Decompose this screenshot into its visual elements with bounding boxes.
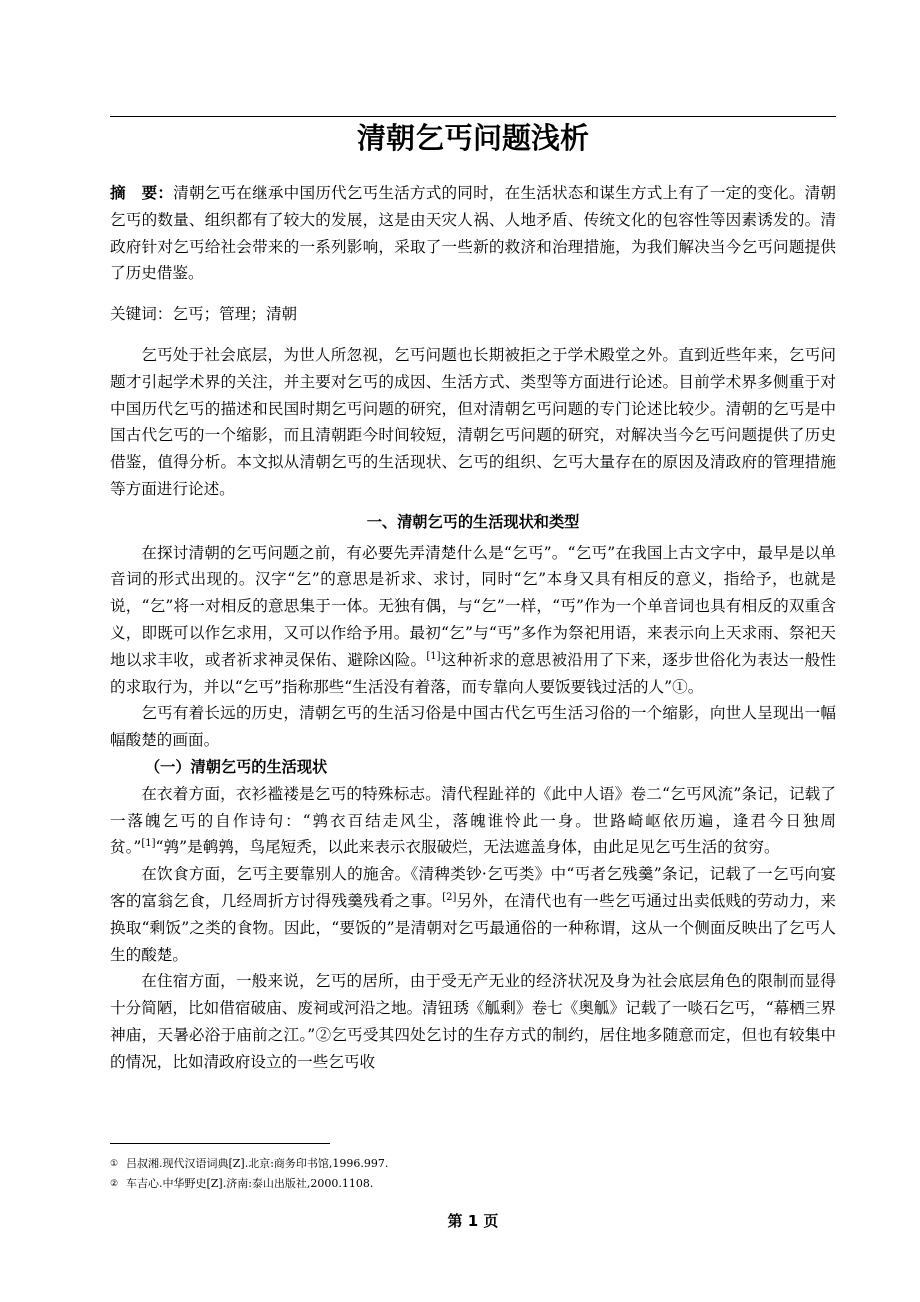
footnotes [110, 1154, 836, 1194]
document-body [110, 180, 836, 1076]
page-title: 清朝乞丐问题浅析 [356, 121, 589, 155]
footnote-marker[interactable]: ① [672, 677, 688, 696]
footnote-item [110, 1174, 836, 1194]
header-rule [110, 116, 836, 117]
footnote-item [110, 1154, 836, 1174]
text-run: 。 [687, 677, 704, 696]
text-run: 另外，在清代也有一些乞丐通过出卖低贱的劳动力，来换取“剩饭”之类的食物。因此，“要饭的”是清朝对乞丐最通俗的一种称谓，这从一个侧面反映出了乞丐人生的酸楚。 [110, 891, 836, 964]
footnote-mark: ② [110, 1179, 119, 1189]
text-run: 乞丐受其四处乞讨的生存方式的制约，居住地多随意而定，但也有较集中的情况，比如清政府设立的一些乞丐收 [110, 1025, 836, 1071]
footnote-marker[interactable]: ② [315, 1025, 332, 1044]
footnote-text: 车吉心.中华野史[Z].济南:泰山出版社,2000.1108. [126, 1177, 374, 1190]
subsection-heading: （一）清朝乞丐的生活现状 [144, 757, 328, 776]
text-run: “鹑”是鹌鹑，鸟尾短秃，以此来表示衣服破烂，无法遮盖身体，由此足见乞丐生活的贫穷。 [155, 838, 780, 857]
housing-paragraph [110, 968, 836, 1075]
footnote-mark: ① [110, 1159, 119, 1169]
section-paragraph-1 [110, 540, 836, 701]
text-run: 在探讨清朝的乞丐问题之前，有必要先弄清楚什么是“乞丐”。“乞丐”在我国上古文字中，最早是以单音词的形式出现的。汉字“乞”的意思是祈求、求讨，同时“乞”本身又具有相反的意义，指给予，也就是说，“乞”将一对相反的意思集于一体。无独有偶，与“乞”一样，“丐”作为一个单音词也具有相反的双重含义，即既可以作乞求用，又可以作给予用。最初“乞”与“丐”多作为祭祀用语，来表示向上天求雨、祭祀天地以求丰收，或者祈求神灵保佑、避除凶险。 [110, 543, 836, 669]
abstract-label: 摘 要： [110, 184, 174, 202]
citation-ref[interactable]: [2] [442, 891, 457, 903]
citation-ref[interactable]: [1] [141, 838, 156, 850]
section-paragraph-2: 乞丐有着长远的历史，清朝乞丐的生活习俗是中国古代乞丐生活习俗的一个缩影，向世人呈现出一幅幅酸楚的画面。 [110, 704, 836, 750]
footnote-separator [110, 1143, 330, 1144]
food-paragraph [110, 861, 836, 968]
text-run: 在饮食方面，乞丐主要靠别人的施舍。《清稗类钞·乞丐类》中“丐者乞残羹”条记，记载了一乞丐向宴客的富翁乞食，几经周折方讨得残羹残肴之事。 [110, 865, 836, 910]
footnote-text: 吕叔湘.现代汉语词典[Z].北京:商务印书馆,1996.997. [126, 1157, 389, 1170]
text-run: 在住宿方面，一般来说，乞丐的居所，由于受无产无业的经济状况及身为社会底层角色的限制而显得十分简陋，比如借宿破庙、废祠或河沿之地。清钮琇《觚剩》卷七《奥觚》记载了一啖石乞丐，“幕栖三界神庙，天暑必浴于庙前之江。” [110, 972, 836, 1044]
section-heading: 一、清朝乞丐的生活现状和类型 [366, 512, 580, 531]
page-number: 第 1 页 [447, 1212, 499, 1230]
keywords-label: 关键词： [110, 305, 173, 324]
keywords-text: 乞丐；管理；清朝 [172, 305, 298, 324]
citation-ref[interactable]: [1] [426, 650, 441, 662]
abstract [110, 180, 836, 287]
abstract-text: 清朝乞丐在继承中国历代乞丐生活方式的同时，在生活状态和谋生方式上有了一定的变化。清朝乞丐的数量、组织都有了较大的发展，这是由天灾人祸、人地矛盾、传统文化的包容性等因素诱发的。清政府针对乞丐给社会带来的一系列影响，采取了一些新的救济和治理措施，为我们解决当今乞丐问题提供了历史借鉴。 [110, 184, 836, 283]
intro-paragraph: 乞丐处于社会底层，为世人所忽视，乞丐问题也长期被拒之于学术殿堂之外。直到近些年来，乞丐问题才引起学术界的关注，并主要对乞丐的成因、生活方式、类型等方面进行论述。目前学术界多侧重于对中国历代乞丐的描述和民国时期乞丐问题的研究，但对清朝乞丐问题的专门论述比较少。清朝的乞丐是中国古代乞丐的一个缩影，而且清朝距今时间较短，清朝乞丐问题的研究，对解决当今乞丐问题提供了历史借鉴，值得分析。本文拟从清朝乞丐的生活现状、乞丐的组织、乞丐大量存在的原因及清政府的管理措施等方面进行论述。 [110, 345, 836, 498]
text-run: 这种祈求的意思被沿用了下来，逐步世俗化为表达一般性的求取行为，并以“乞丐”指称那些“生活没有着落，而专靠向人要饭要钱过活的人” [110, 650, 836, 696]
keywords [110, 301, 836, 328]
clothing-paragraph [110, 781, 836, 861]
text-run: 在衣着方面，衣衫褴褛是乞丐的特殊标志。清代程趾祥的《此中人语》卷二“乞丐风流”条记，记载了一落魄乞丐的自作诗句：“鹑衣百结走风尘，落魄谁怜此一身。世路崎岖依历遍，逢君今日独周贫。” [110, 784, 836, 857]
